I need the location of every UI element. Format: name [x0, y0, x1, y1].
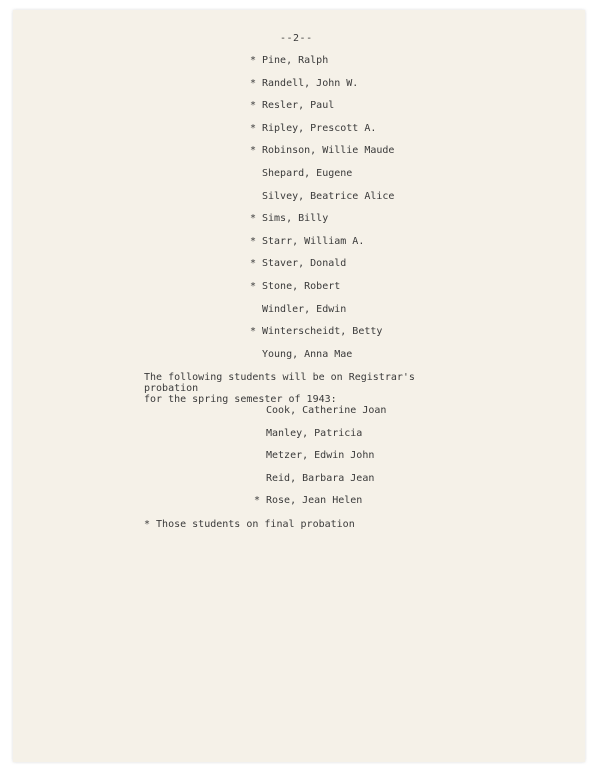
student-name: Randell, John W. [262, 77, 359, 89]
final-probation-marker: * [250, 213, 257, 225]
student-name: Pine, Ralph [262, 55, 329, 66]
student-name: Robinson, Willie Maude [262, 145, 395, 157]
footnote-marker: * [144, 519, 151, 530]
student-name: Reid, Barbara Jean [266, 472, 375, 484]
student-name: Rose, Jean Helen [266, 495, 363, 507]
student-name: Winterscheidt, Betty [262, 326, 383, 338]
page-number: --2-- [280, 33, 313, 44]
student-name: Sims, Billy [262, 213, 329, 225]
final-probation-marker: * [250, 280, 257, 292]
final-probation-marker: * [250, 100, 257, 112]
registrar-probation-paragraph: The following students will be on Registrar's probation for the spring semester of 1943: [144, 372, 415, 405]
student-name: Metzer, Edwin John [266, 450, 375, 462]
student-name: Stone, Robert [262, 280, 341, 292]
student-name: Staver, Donald [262, 258, 347, 270]
student-name: Young, Anna Mae [262, 348, 353, 360]
final-probation-marker: * [250, 77, 257, 89]
final-probation-marker: * [250, 122, 257, 134]
student-name: Starr, William A. [262, 235, 365, 247]
footnote [144, 519, 355, 530]
final-probation-marker: * [250, 55, 257, 66]
final-probation-marker: * [254, 495, 261, 507]
final-probation-marker: * [250, 235, 257, 247]
final-probation-marker: * [250, 326, 257, 338]
final-probation-marker: * [250, 258, 257, 270]
student-name: Cook, Catherine Joan [266, 405, 387, 416]
student-name: Silvey, Beatrice Alice [262, 190, 395, 202]
footnote-text: Those students on final probation [156, 519, 355, 530]
student-name: Windler, Edwin [262, 303, 347, 315]
final-probation-marker: * [250, 145, 257, 157]
document-page [13, 10, 585, 762]
student-name: Shepard, Eugene [262, 167, 353, 179]
student-name: Resler, Paul [262, 100, 335, 112]
student-name: Ripley, Prescott A. [262, 122, 377, 134]
student-name: Manley, Patricia [266, 427, 363, 439]
